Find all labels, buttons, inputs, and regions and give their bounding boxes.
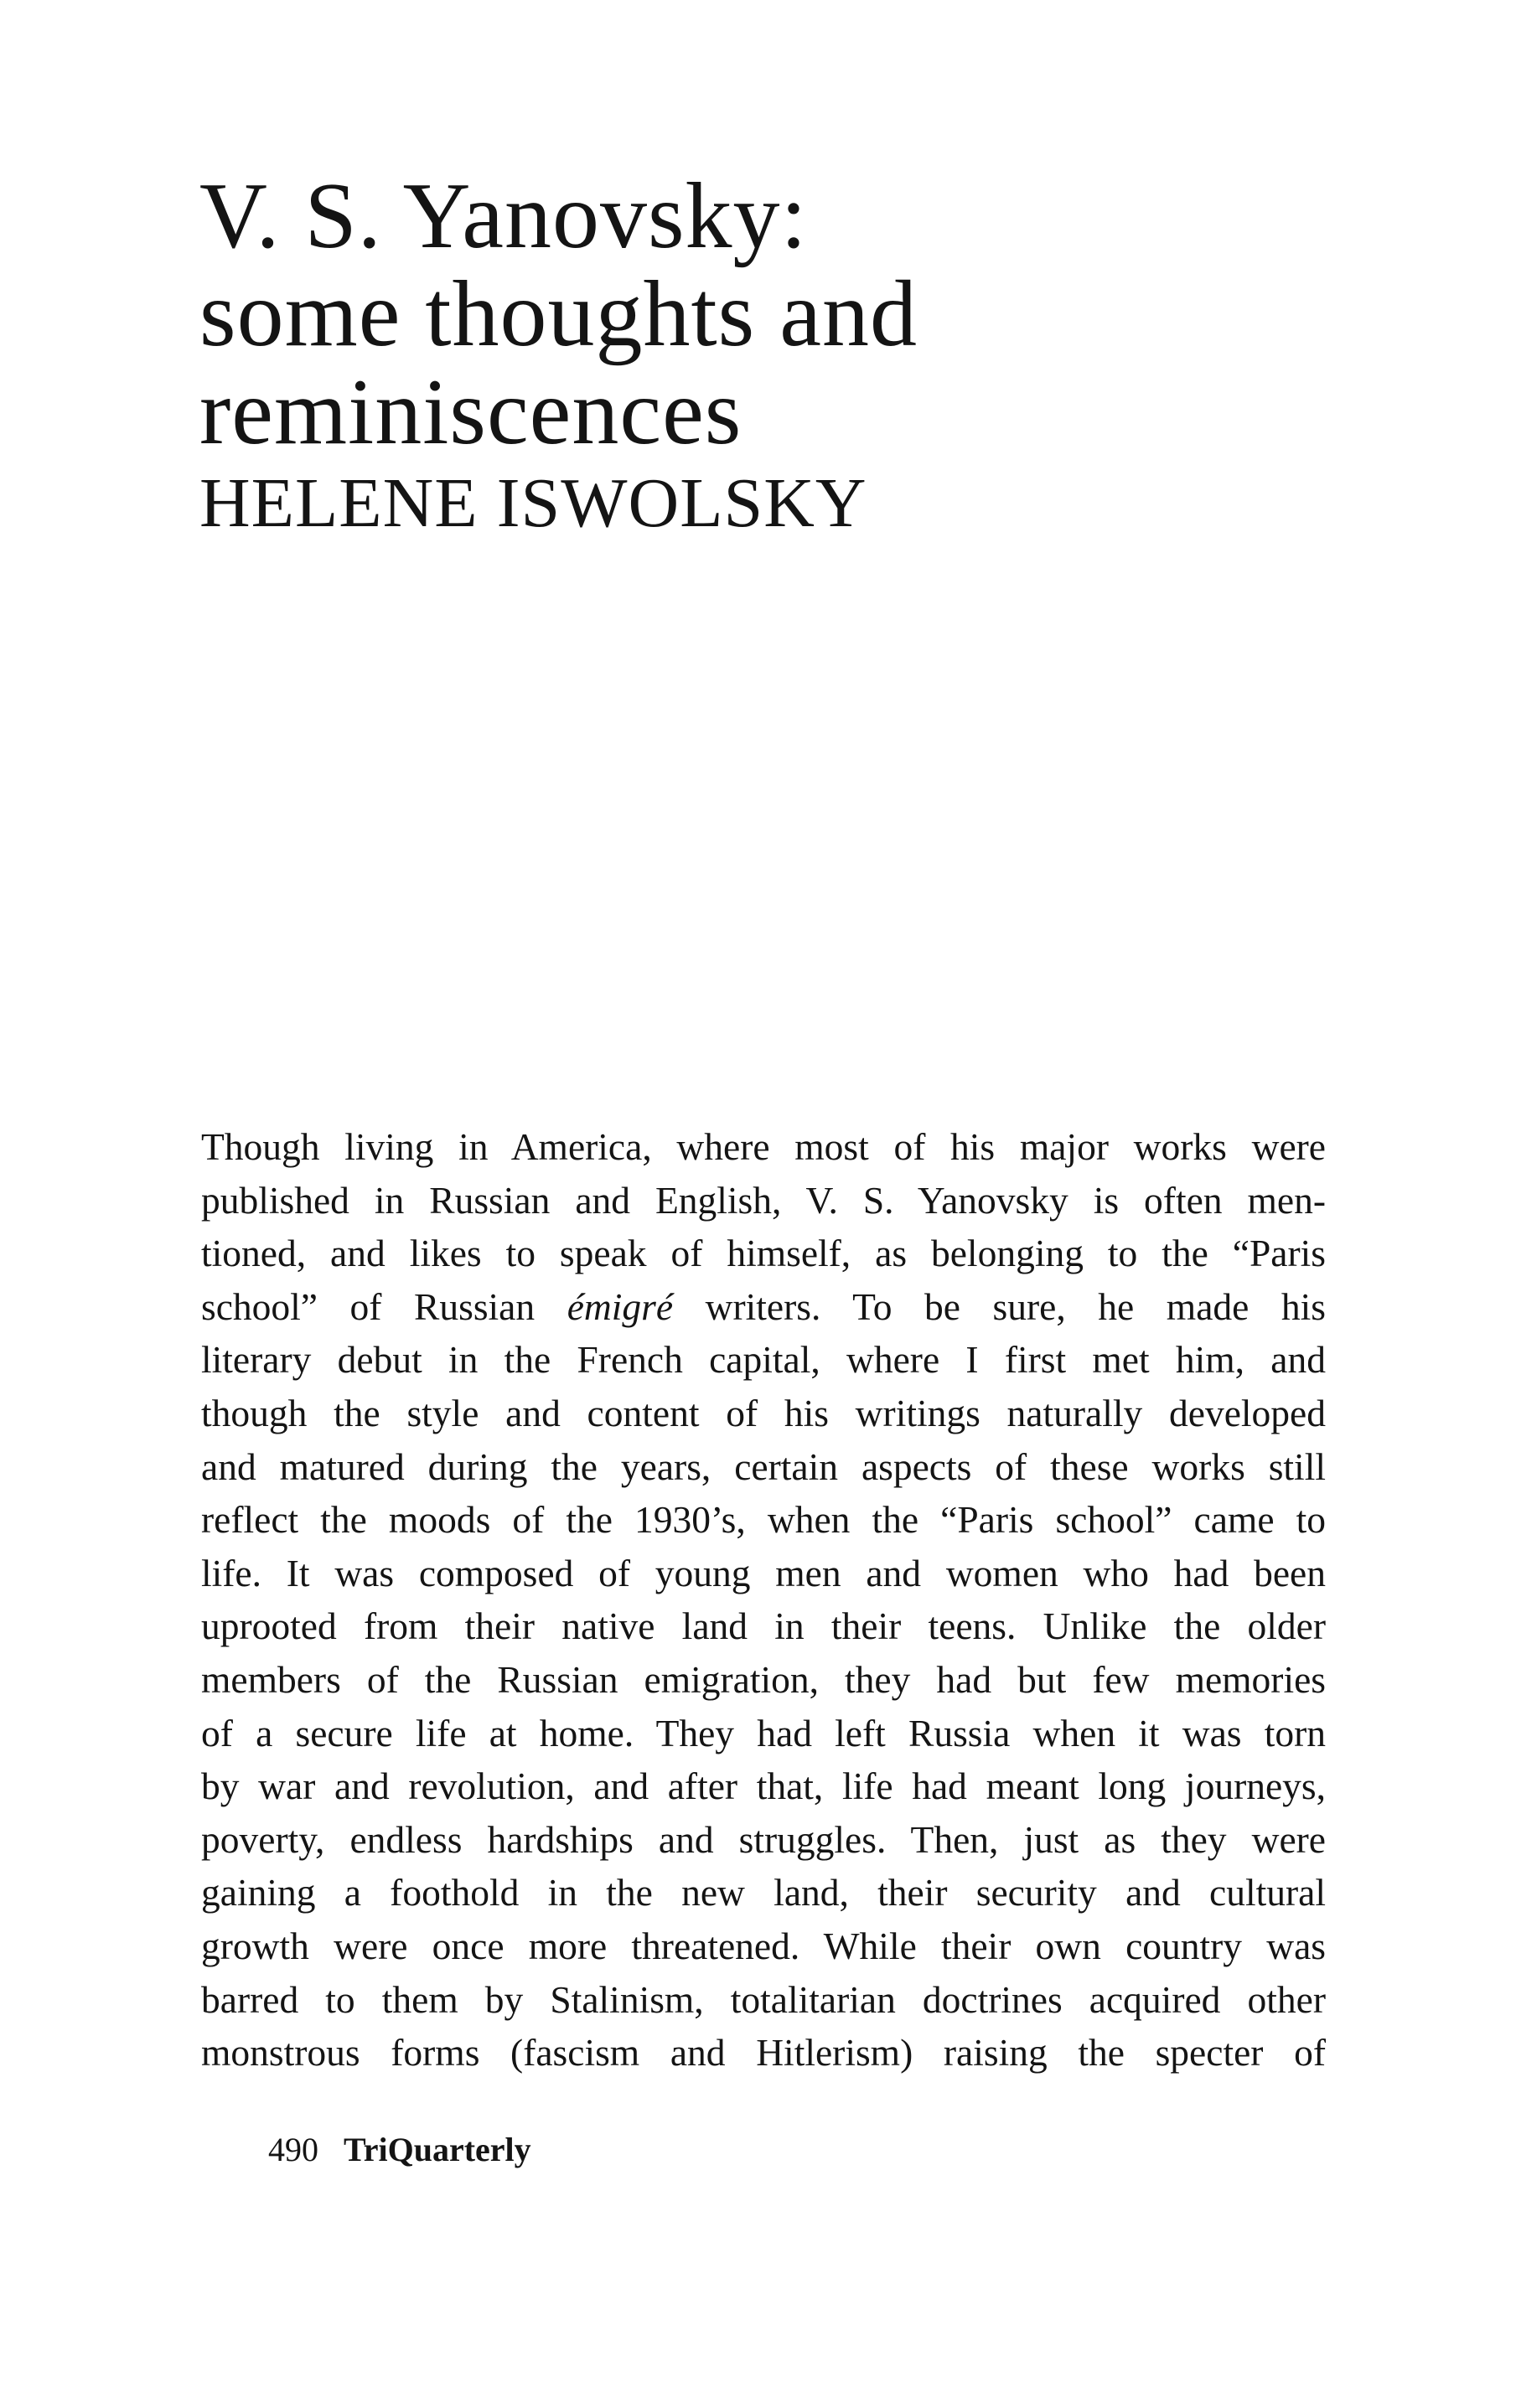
article-title-line-2: some thoughts and: [199, 262, 918, 366]
body-line: Though living in America, where most of his major works were: [201, 1125, 1326, 1168]
article-title-line-1: V. S. Yanovsky:: [199, 164, 808, 268]
body-paragraph: [201, 1120, 1326, 2080]
body-line: of a secure life at home. They had left Russia when it was torn: [201, 1711, 1326, 1754]
journal-name: TriQuarterly: [344, 2131, 531, 2168]
body-line: monstrous forms (fascism and Hitlerism) raising the specter of: [201, 2031, 1326, 2075]
body-line-segment: writers. To be sure, he made his: [673, 1284, 1326, 1328]
body-line: by war and revolution, and after that, life had meant long journeys,: [201, 1765, 1326, 1808]
italic-word: émigré: [567, 1284, 674, 1328]
body-line: barred to them by Stalinism, totalitarian doctrines acquired other: [201, 1977, 1326, 2021]
body-line: gaining a foothold in the new land, their security and cultural: [201, 1871, 1326, 1915]
body-line: members of the Russian emigration, they had but few memories: [201, 1657, 1326, 1701]
body-line: poverty, endless hardships and struggles. Then, just as they were: [201, 1817, 1326, 1861]
body-line: literary debut in the French capital, where I first met him, and: [201, 1338, 1326, 1382]
article-title-line-3: reminiscences: [199, 360, 742, 464]
body-line-segment: school” of Russian: [201, 1284, 567, 1328]
body-line: tioned, and likes to speak of himself, as belonging to the “Paris: [201, 1232, 1326, 1275]
body-line: published in Russian and English, V. S. Yanovsky is often men-: [201, 1178, 1326, 1222]
body-line: growth were once more threatened. While their own country was: [201, 1924, 1326, 1967]
body-line-with-italic: [201, 1280, 1326, 1334]
body-line: uprooted from their native land in their teens. Unlike the older: [201, 1604, 1326, 1648]
article-header: [199, 164, 1373, 545]
body-line: and matured during the years, certain aspects of these works still: [201, 1444, 1326, 1488]
body-line: life. It was composed of young men and women who had been: [201, 1551, 1326, 1594]
article-author: HELENE ISWOLSKY: [199, 464, 867, 542]
body-line: though the style and content of his writings naturally developed: [201, 1391, 1326, 1434]
page-number: 490: [268, 2131, 318, 2168]
body-line: reflect the moods of the 1930’s, when the “Paris school” came to: [201, 1498, 1326, 1542]
page-footer: [268, 2129, 531, 2171]
